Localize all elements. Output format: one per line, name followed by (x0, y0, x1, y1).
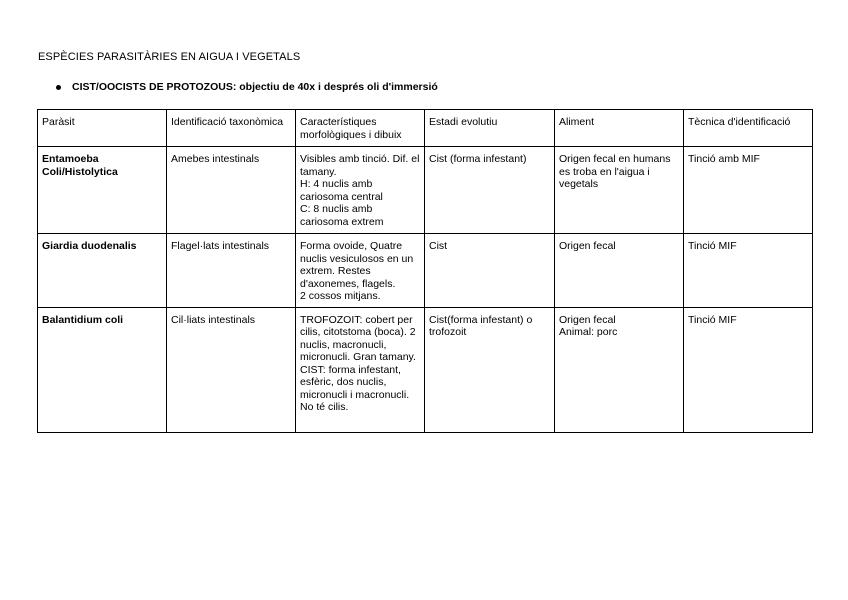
header-parasit: Paràsit (38, 110, 167, 147)
table-row (38, 147, 813, 234)
cell-line: C: 8 nuclis amb cariosoma extrem (300, 203, 384, 228)
bullet-icon (56, 85, 61, 90)
cell-line: Origen fecal en humans es troba en l'aigua i vegetals (559, 153, 671, 190)
cell-parasit: Giardia duodenalis (38, 234, 167, 308)
cell-line: CIST: forma infestant, esfèric, dos nuclis, micronucli i macronucli. No té cilis. (300, 363, 410, 413)
cell-caracteristiques (296, 307, 425, 432)
cell-taxonomia: Cil·liats intestinals (167, 307, 296, 432)
parasites-table (37, 109, 813, 433)
cell-parasit: Entamoeba Coli/Histolytica (38, 147, 167, 234)
cell-estadi: Cist (425, 234, 555, 308)
cell-aliment (555, 147, 684, 234)
cell-line: H: 4 nuclis amb cariosoma central (300, 178, 383, 203)
cell-tecnica: Tinció MIF (684, 307, 813, 432)
cell-caracteristiques (296, 147, 425, 234)
cell-tecnica: Tinció MIF (684, 234, 813, 308)
header-estadi: Estadi evolutiu (425, 110, 555, 147)
cell-taxonomia: Flagel·lats intestinals (167, 234, 296, 308)
table-row (38, 234, 813, 308)
cell-line: Origen fecal (559, 240, 616, 252)
cell-line: Animal: porc (559, 326, 618, 338)
cell-estadi: Cist (forma infestant) (425, 147, 555, 234)
header-tecnica: Tècnica d'identificació (684, 110, 813, 147)
cell-line: 2 cossos mitjans. (300, 290, 381, 302)
cell-line: Forma ovoide, Quatre nuclis vesiculosos en un extrem. Restes d'axonemes, flagels. (300, 240, 414, 290)
cell-line: TROFOZOIT: cobert per cilis, citotstoma (boca). 2 nuclis, macronucli, micronucli. Gran tamany. (300, 313, 416, 363)
cell-aliment (555, 307, 684, 432)
table-row (38, 307, 813, 432)
cell-line: Origen fecal (559, 313, 616, 326)
bullet-text: CIST/OOCISTS DE PROTOZOUS: objectiu de 40x i després oli d'immersió (72, 81, 438, 93)
header-identificacio: Identificació taxonòmica (167, 110, 296, 147)
cell-caracteristiques (296, 234, 425, 308)
cell-line: Visibles amb tinció. Dif. el tamany. (300, 153, 420, 178)
header-caracteristiques: Característiques morfològiques i dibuix (296, 110, 425, 147)
cell-taxonomia: Amebes intestinals (167, 147, 296, 234)
cell-estadi: Cist(forma infestant) o trofozoit (425, 307, 555, 432)
cell-aliment (555, 234, 684, 308)
cell-tecnica: Tinció amb MIF (684, 147, 813, 234)
bullet-item (56, 81, 438, 93)
document-title: ESPÈCIES PARASITÀRIES EN AIGUA I VEGETALS (38, 51, 301, 63)
cell-parasit: Balantidium coli (38, 307, 167, 432)
header-aliment: Aliment (555, 110, 684, 147)
table-header-row (38, 110, 813, 147)
